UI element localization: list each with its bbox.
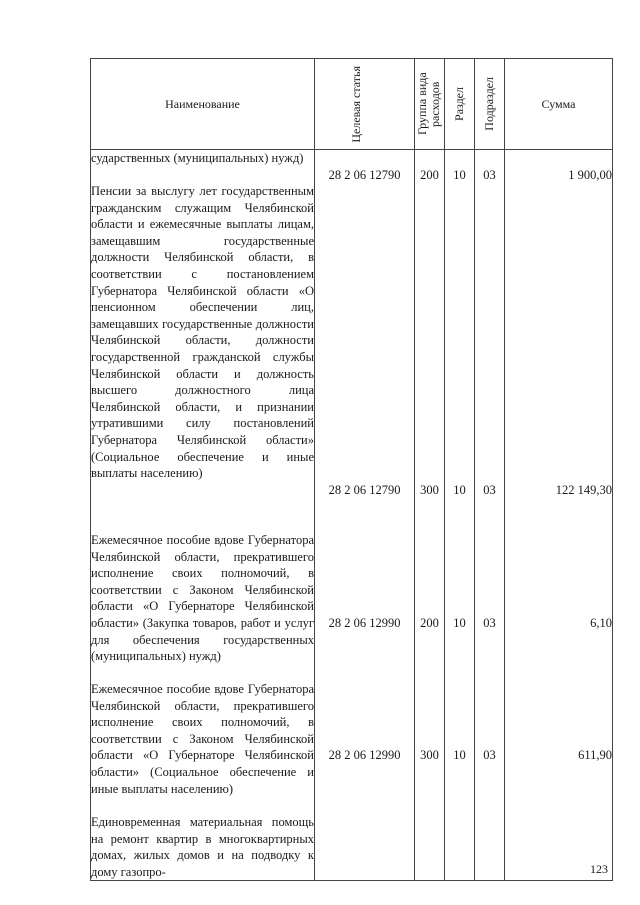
entry-name: сударственных (муниципальных) нужд) bbox=[91, 151, 304, 165]
header-section-label: Раздел bbox=[451, 87, 466, 121]
entry-group: 200 bbox=[420, 167, 439, 182]
entry-name: Единовременная материальная помощь на ремонт квартир в многоквартирных домах, жилых домов и на подводку к дому газопро- bbox=[91, 815, 314, 879]
header-target-article-label: Целевая статья bbox=[348, 65, 363, 143]
entry-group: 200 bbox=[420, 615, 439, 630]
entry-section: 10 bbox=[453, 615, 466, 630]
entry-sum: 1 900,00 bbox=[568, 167, 612, 182]
entry-subsection: 03 bbox=[483, 615, 496, 630]
entry-name: Пенсии за выслугу лет государственным гражданским служащим Челябинской области и ежемесячные выплаты лицам, замещавшим государственные должности Челябинской области, в соответствии с постановлением Губернатора Челябинской области «О пенсионном обеспечении лиц, замещавших государственные должности Челябинской области, должности государственной гражданской службы Челябинской области и должность высшего должностного лица Челябинской области, и признании утратившими силу постановлений Губернатора Челябинской области» (Социальное обеспечение и иные выплаты населению) bbox=[91, 184, 314, 481]
entry-section: 10 bbox=[453, 167, 466, 182]
group-column bbox=[415, 150, 445, 881]
subsection-column bbox=[475, 150, 505, 881]
page-number: 123 bbox=[590, 862, 608, 876]
header-expense-group-label: Группа вида расходов bbox=[414, 72, 442, 136]
entry-section: 10 bbox=[453, 483, 466, 498]
entry-group: 300 bbox=[420, 748, 439, 763]
header-subsection bbox=[475, 59, 505, 150]
header-name: Наименование bbox=[91, 59, 315, 150]
section-column bbox=[445, 150, 475, 881]
header-target-article bbox=[315, 59, 415, 150]
entry-sum: 6,10 bbox=[590, 615, 612, 630]
name-column bbox=[91, 150, 315, 881]
entry-subsection: 03 bbox=[483, 748, 496, 763]
table-body-row bbox=[91, 150, 613, 881]
header-expense-group bbox=[415, 59, 445, 150]
budget-table bbox=[90, 58, 613, 881]
entry-subsection: 03 bbox=[483, 483, 496, 498]
entry-sum: 122 149,30 bbox=[555, 483, 612, 498]
sum-column bbox=[505, 150, 613, 881]
entry-article: 28 2 06 12790 bbox=[328, 167, 401, 182]
table-header-row bbox=[91, 59, 613, 150]
entry-name: Ежемесячное пособие вдове Губернатора Челябинской области, прекратившего исполнение своих полномочий, в соответствии с Законом Челябинской области «О Губернаторе Челябинской области» (Закупка товаров, работ и услуг для обеспечения государственных (муниципальных) нужд) bbox=[91, 533, 314, 664]
entry-sum: 611,90 bbox=[578, 748, 612, 763]
entry-name: Ежемесячное пособие вдове Губернатора Челябинской области, прекратившего исполнение своих полномочий, в соответствии с Законом Челябинской области «О Губернаторе Челябинской области» (Социальное обеспечение и иные выплаты населению) bbox=[91, 682, 314, 796]
entry-article: 28 2 06 12990 bbox=[328, 615, 401, 630]
entry-section: 10 bbox=[453, 748, 466, 763]
entry-article: 28 2 06 12790 bbox=[328, 483, 401, 498]
header-subsection-label: Подраздел bbox=[481, 77, 496, 131]
entry-group: 300 bbox=[420, 483, 439, 498]
article-column bbox=[315, 150, 415, 881]
header-sum: Сумма bbox=[505, 59, 613, 150]
entry-article: 28 2 06 12990 bbox=[328, 748, 401, 763]
header-section bbox=[445, 59, 475, 150]
entry-subsection: 03 bbox=[483, 167, 496, 182]
